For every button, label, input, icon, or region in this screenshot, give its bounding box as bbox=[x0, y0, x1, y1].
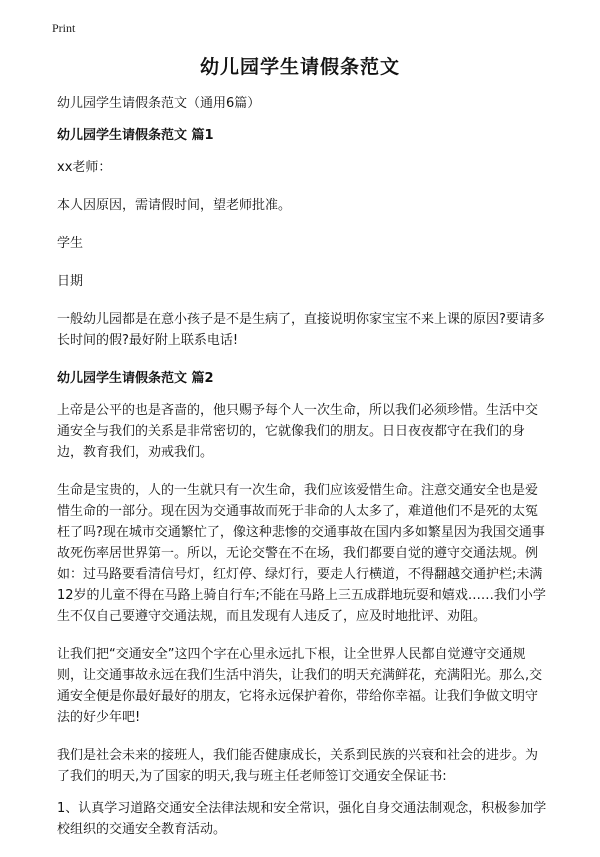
paragraph: 日期 bbox=[57, 274, 84, 289]
paragraph: xx老师： bbox=[57, 160, 112, 175]
section-heading-2: 幼儿园学生请假条范文 篇2 bbox=[57, 371, 214, 386]
paragraph: 生命是宝贵的，人的一生就只有一次生命，我们应该爱惜生命。注意交通安全也是爱惜生命的一部分。现在因为交通事故而死于非命的人太多了，难道他们不是死的太冤枉了吗?现在城市交通繁忙了，像这种悲惨的交通事故在国内多如繁星因为我国交通事故死伤率居世界第一。所以，无论交警在不在场，我们都要自觉的遵守交通法规。例如：过马路要看清信号灯，红灯停、绿灯行，要走人行横道，不得翻越交通护栏;未满12岁的儿童不得在马路上骑自行车;不能在马路上三五成群地玩耍和嬉戏……我们小学生不仅自己要遵守交通法规，而且发现有人违反了，应及时地批评、劝阻。 bbox=[57, 483, 546, 624]
paragraph: 一般幼儿园都是在意小孩子是不是生病了，直接说明你家宝宝不来上课的原因?要请多长时间的假?最好附上联系电话! bbox=[57, 312, 545, 348]
document-title: 幼儿园学生请假条范文 bbox=[199, 56, 400, 78]
document-body bbox=[57, 93, 547, 857]
section-heading-1: 幼儿园学生请假条范文 篇1 bbox=[57, 128, 214, 143]
paragraph: 让我们把“交通安全”这四个字在心里永远扎下根，让全世界人民都自觉遵守交通规则，让交通事故永远在我们生活中消失，让我们的明天充满鲜花，充满阳光。那么,交通安全便是你最好最好的朋友，它将永远保护着你，带给你幸福。让我们争做文明守法的好少年吧! bbox=[57, 647, 543, 725]
paragraph: 本人因原因，需请假时间，望老师批准。 bbox=[57, 198, 292, 213]
paragraph: 上帝是公平的也是吝啬的，他只赐予每个人一次生命，所以我们必须珍惜。生活中交通安全与我们的关系是非常密切的，它就像我们的朋友。日日夜夜都守在我们的身边，教育我们，劝戒我们。 bbox=[57, 403, 539, 460]
print-link[interactable]: Print bbox=[52, 21, 76, 35]
document-subtitle: 幼儿园学生请假条范文（通用6篇） bbox=[57, 96, 261, 111]
paragraph: 1、认真学习道路交通安全法律法规和安全常识，强化自身交通法制观念，积极参加学校组织的交通安全教育活动。 bbox=[57, 801, 547, 837]
paragraph: 学生 bbox=[57, 236, 84, 251]
paragraph: 我们是社会未来的接班人，我们能否健康成长，关系到民族的兴衰和社会的进步。为了我们的明天,为了国家的明天,我与班主任老师签订交通安全保证书: bbox=[57, 748, 539, 784]
